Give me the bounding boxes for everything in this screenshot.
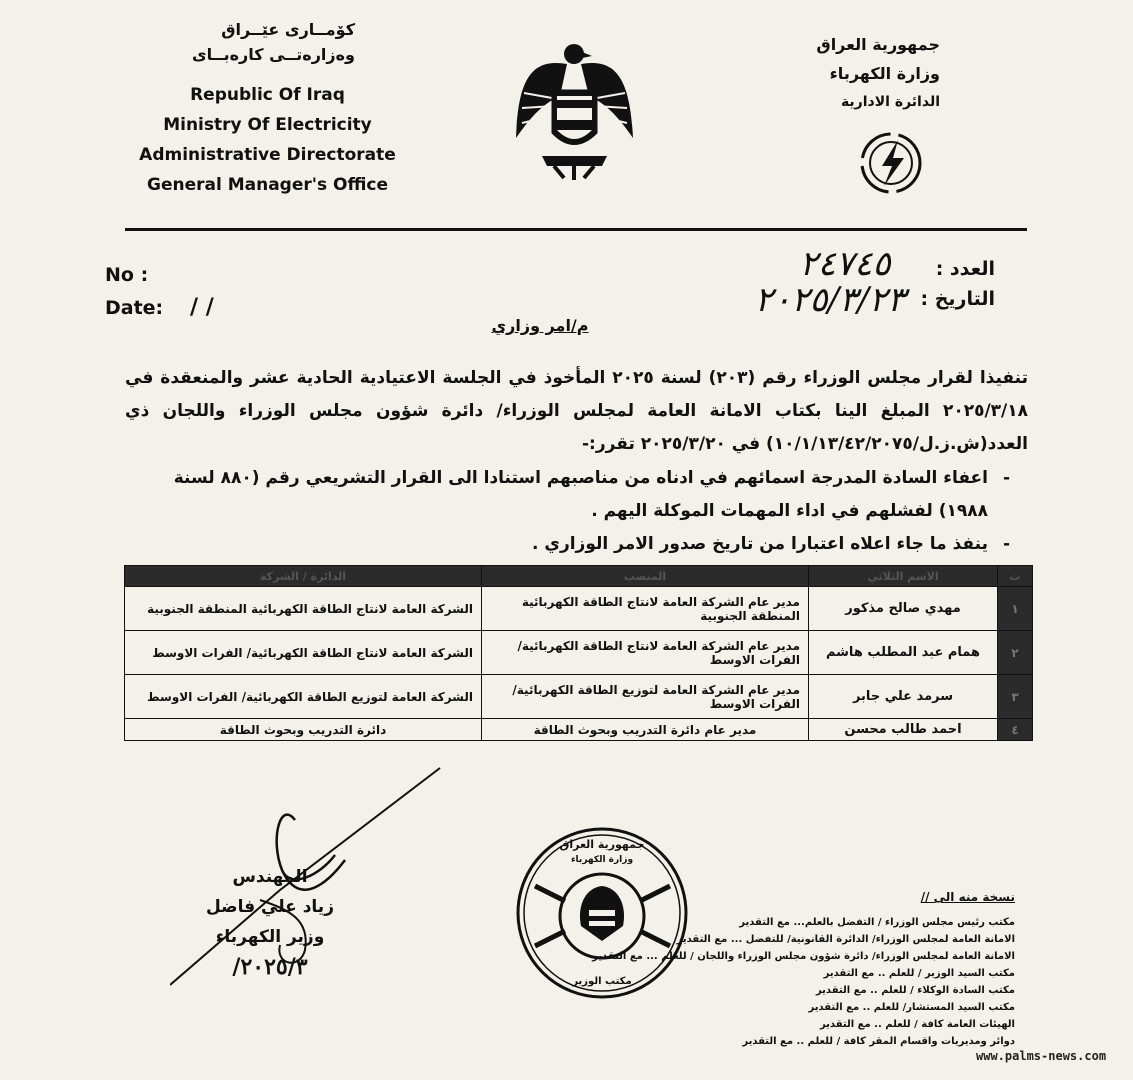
bullet-marker: - xyxy=(1002,468,1010,488)
iraq-eagle-emblem xyxy=(512,38,637,183)
cc-item: مكتب السادة الوكلاء / للعلم .. مع التقدير xyxy=(815,985,1015,996)
bullet-text-1: اعفاء السادة المدرجة اسمائهم في ادناه من مناصبهم استنادا الى القرار التشريعي رقم (٨٨٠ لسنة ١٩٨٨) لفشلهم في اداء المهمات الموكلة اليهم . xyxy=(173,468,988,521)
row-num: ٢ xyxy=(998,631,1033,675)
bullet-item-1 xyxy=(130,462,1010,528)
arabic-line-3: الدائرة الادارية xyxy=(840,94,940,110)
arabic-line-2: وزارة الكهرباء xyxy=(829,64,940,83)
signature-date: ٢٠٢٥/٣/ xyxy=(232,954,308,980)
row-name: مهدي صالح مذكور xyxy=(809,587,998,631)
row-num: ١ xyxy=(998,587,1033,631)
table-row xyxy=(125,675,1033,719)
stamp-line-2: وزارة الكهرباء xyxy=(570,855,634,865)
body-paragraph: تنفيذا لقرار مجلس الوزراء رقم (٢٠٣) لسنة ٢٠٢٥ المأخوذ في الجلسة الاعتيادية الحادية عشر والمنعقدة في ٢٠٢٥/٣/١٨ المبلغ الينا بكتاب الامانة العامة لمجلس الوزراء/ دائرة شؤون مجلس الوزراء واللجان ذي العدد(ش.ز.ل/١٠/١/١٣/٤٢/٢٠٧٥) في ٢٠٢٥/٣/٢٠ تقرر:- xyxy=(125,368,1028,454)
row-name: احمد طالب محسن xyxy=(809,719,998,741)
table-row xyxy=(125,719,1033,741)
english-line-3: Administrative Directorate xyxy=(139,145,396,165)
signature-title: المهندس xyxy=(232,867,308,887)
signature-name: زياد علي فاضل xyxy=(206,897,334,917)
subject-line: م/امر وزاري xyxy=(491,316,589,335)
date-value: ٢٠٢٥/٣/٢٣ xyxy=(754,280,906,320)
kurdish-line-1: كۆمــارى عێــراق xyxy=(221,20,355,39)
dismissed-officials-table xyxy=(124,565,1033,741)
row-position: مدير عام الشركة العامة لانتاج الطاقة الكهربائية/ الفرات الاوسط xyxy=(482,631,809,675)
header-position: المنصب xyxy=(482,566,809,587)
header-divider xyxy=(125,228,1027,231)
row-position: مدير عام دائرة التدريب وبحوث الطاقة xyxy=(482,719,809,741)
number-value: ٢٤٧٤٥ xyxy=(799,244,891,284)
row-name: سرمد علي جابر xyxy=(809,675,998,719)
row-position: مدير عام الشركة العامة لانتاج الطاقة الكهربائية المنطقة الجنوبية xyxy=(482,587,809,631)
date-placeholder: / / xyxy=(190,295,214,320)
row-num: ٣ xyxy=(998,675,1033,719)
english-line-1: Republic Of Iraq xyxy=(190,85,345,105)
table-header-row xyxy=(125,566,1033,587)
cc-item: مكتب السيد المستشار/ للعلم .. مع التقدير xyxy=(808,1002,1015,1013)
kurdish-header xyxy=(185,20,355,64)
header-name: الاسم الثلاثي xyxy=(809,566,998,587)
row-dept: الشركة العامة لتوزيع الطاقة الكهربائية/ الفرات الاوسط xyxy=(125,675,482,719)
watermark-url: www.palms-news.com xyxy=(972,1049,1110,1063)
table-row xyxy=(125,631,1033,675)
header-dept: الدائرة / الشركة xyxy=(125,566,482,587)
bullet-text-2: ينفذ ما جاء اعلاه اعتبارا من تاريخ صدور الامر الوزاري . xyxy=(531,534,988,554)
header-num: ت xyxy=(998,566,1033,587)
bullet-list xyxy=(130,462,1010,561)
english-line-2: Ministry Of Electricity xyxy=(163,115,372,135)
row-dept: دائرة التدريب وبحوث الطاقة xyxy=(125,719,482,741)
arabic-header xyxy=(780,30,940,117)
row-position: مدير عام الشركة العامة لتوزيع الطاقة الكهربائية/ الفرات الاوسط xyxy=(482,675,809,719)
english-header xyxy=(125,80,410,200)
no-label: No : xyxy=(105,264,149,286)
bullet-marker: - xyxy=(1002,534,1010,554)
row-dept: الشركة العامة لانتاج الطاقة الكهربائية/ الفرات الاوسط xyxy=(125,631,482,675)
cc-item: مكتب رئيس مجلس الوزراء / التفضل بالعلم... مع التقدير xyxy=(739,917,1015,928)
arabic-line-1: جمهورية العراق xyxy=(816,35,940,54)
handwritten-signature xyxy=(170,760,460,990)
cc-item: مكتب السيد الوزير / للعلم .. مع التقدير xyxy=(823,968,1015,979)
stamp-line-3: مكتب الوزير xyxy=(572,976,632,987)
cc-item: الامانة العامة لمجلس الوزراء/ الدائرة القانونية/ للتفضل ... مع التقدير xyxy=(676,934,1015,945)
cc-section xyxy=(440,890,1015,1050)
date-label: Date: xyxy=(105,297,164,319)
electricity-ministry-logo xyxy=(856,128,926,198)
date-ar-label: التاريخ : xyxy=(920,288,995,310)
stamp-line-1: جمهورية العراق xyxy=(559,838,645,851)
table-row xyxy=(125,587,1033,631)
cc-item: دوائر ومديريات واقسام المقر كافة / للعلم .. مع التقدير xyxy=(742,1036,1015,1047)
kurdish-line-2: وەزارەتــى كارەبــاى xyxy=(191,45,355,64)
bullet-item-2 xyxy=(130,528,1010,561)
signature-position: وزير الكهرباء xyxy=(215,927,325,947)
english-line-4: General Manager's Office xyxy=(146,175,389,195)
row-name: همام عبد المطلب هاشم xyxy=(809,631,998,675)
row-dept: الشركة العامة لانتاج الطاقة الكهربائية المنطقة الجنوبية xyxy=(125,587,482,631)
number-label: العدد : xyxy=(935,258,995,280)
cc-item: الهيئات العامة كافة / للعلم .. مع التقدير xyxy=(819,1019,1015,1030)
cc-title: نسخة منه الى // xyxy=(920,890,1015,904)
cc-item: الامانة العامة لمجلس الوزراء/ دائرة شؤون مجلس الوزراء واللجان / للعلم ... مع التقدير xyxy=(592,951,1015,962)
row-num: ٤ xyxy=(998,719,1033,741)
